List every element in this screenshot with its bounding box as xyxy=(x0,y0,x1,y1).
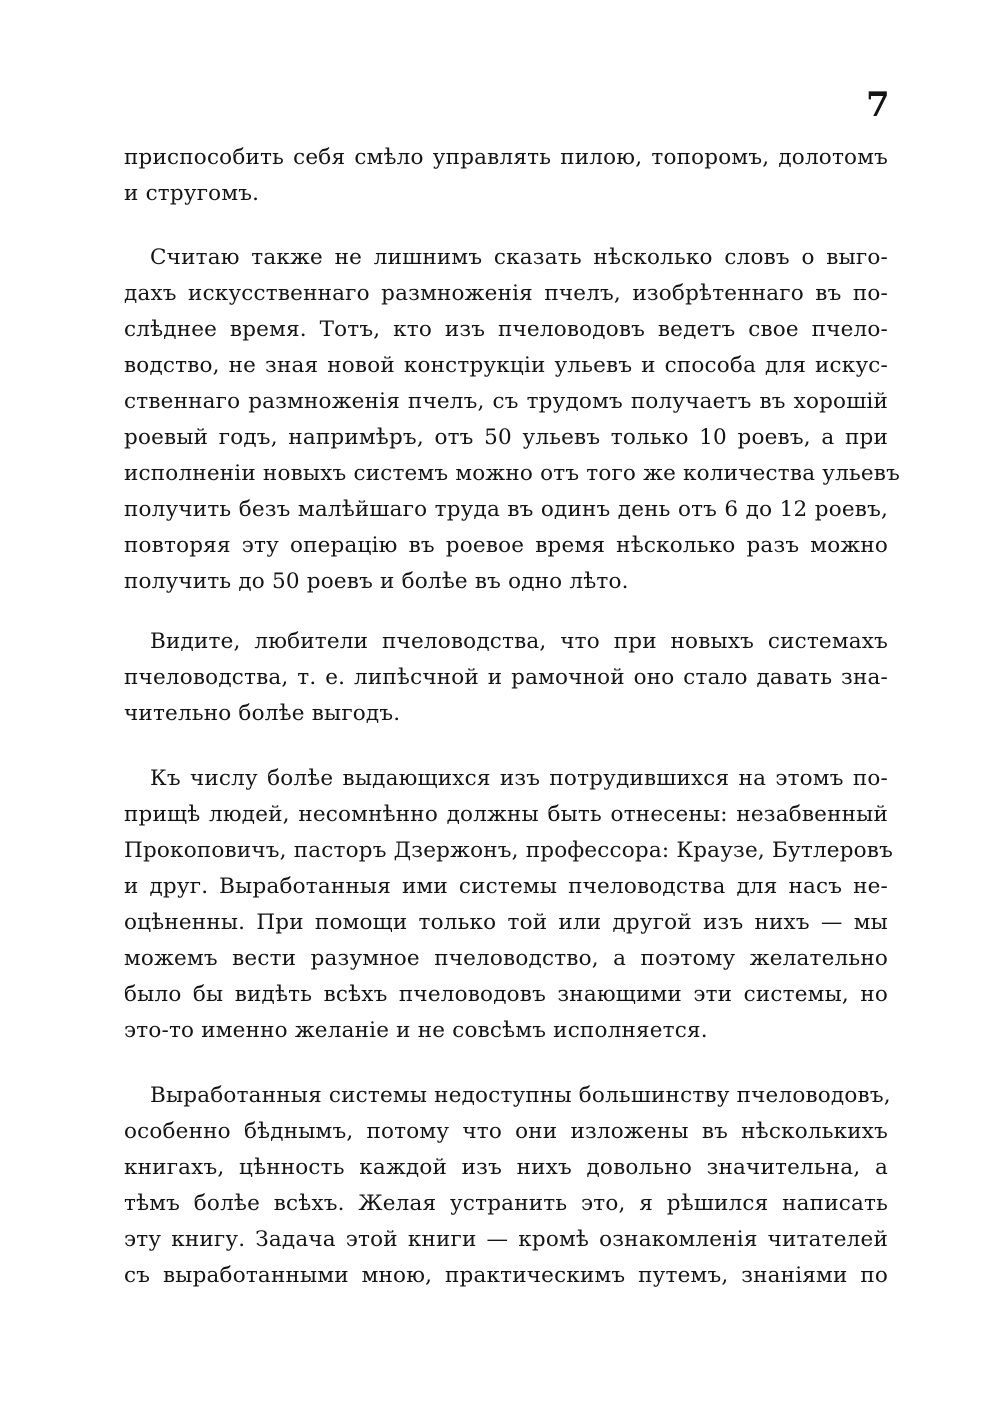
text-line: было бы видѣть всѣхъ пчеловодовъ знающими эти системы, но xyxy=(124,982,888,1007)
text-line: особенно бѣднымъ, потому что они изложены въ нѣсколькихъ xyxy=(124,1119,888,1144)
page-number: 7 xyxy=(866,85,890,125)
text-line: и друг. Выработанныя ими системы пчеловодства для насъ не- xyxy=(124,874,888,899)
paragraph xyxy=(124,761,893,1049)
text-line: ственнаго размноженія пчелъ, съ трудомъ получаетъ въ хорошій xyxy=(124,389,888,414)
text-line: повторяя эту операцію въ роевое время нѣсколько разъ можно xyxy=(124,533,888,558)
text-line: Видите, любители пчеловодства, что при новыхъ системахъ xyxy=(150,629,888,654)
text-line: Прокоповичъ, пасторъ Дзержонъ, профессора: Краузе, Бутлеровъ xyxy=(124,838,893,863)
paragraph xyxy=(124,1078,891,1294)
paragraph xyxy=(124,140,888,212)
text-line: получить до 50 роевъ и болѣе въ одно лѣто. xyxy=(124,569,629,594)
text-line: чительно болѣе выгодъ. xyxy=(124,701,401,726)
text-line: съ выработанными мною, практическимъ путемъ, знаніями по xyxy=(124,1263,888,1288)
text-line: Выработанныя системы недоступны большинству пчеловодовъ, xyxy=(150,1083,891,1108)
text-line: водство, не зная новой конструкціи ульевъ и способа для искус- xyxy=(124,353,888,378)
text-line: это-то именно желаніе и не совсѣмъ исполняется. xyxy=(124,1018,708,1043)
text-line: прищѣ людей, несомнѣнно должны быть отнесены: незабвенный xyxy=(124,802,888,827)
text-line: Считаю также не лишнимъ сказать нѣсколько словъ о выго- xyxy=(150,245,888,270)
text-line: дахъ искусственнаго размноженія пчелъ, изобрѣтеннаго въ по- xyxy=(124,281,888,306)
text-line: и стругомъ. xyxy=(124,181,260,206)
text-line: оцѣненны. При помощи только той или другой изъ нихъ — мы xyxy=(124,910,888,935)
text-line: пчеловодства, т. е. липѣсчной и рамочной оно стало давать зна- xyxy=(124,665,888,690)
text-line: роевый годъ, напримѣръ, отъ 50 ульевъ только 10 роевъ, а при xyxy=(124,425,888,450)
text-line: исполненіи новыхъ системъ можно отъ того же количества ульевъ xyxy=(124,461,900,486)
paragraph xyxy=(124,624,888,732)
text-line: можемъ вести разумное пчеловодство, а поэтому желательно xyxy=(124,946,888,971)
text-line: эту книгу. Задача этой книги — кромѣ ознакомленія читателей xyxy=(124,1227,888,1252)
text-line: Къ числу болѣе выдающихся изъ потрудившихся на этомъ по- xyxy=(150,766,888,791)
paragraph xyxy=(124,240,900,600)
text-line: получить безъ малѣйшаго труда въ одинъ день отъ 6 до 12 роевъ, xyxy=(124,497,888,522)
text-line: тѣмъ болѣе всѣхъ. Желая устранить это, я рѣшился написать xyxy=(124,1191,888,1216)
text-line: приспособить себя смѣло управлять пилою, топоромъ, долотомъ xyxy=(124,145,888,170)
text-line: книгахъ, цѣнность каждой изъ нихъ довольно значительна, а xyxy=(124,1155,888,1180)
text-line: слѣднее время. Тотъ, кто изъ пчеловодовъ ведетъ свое пчело- xyxy=(124,317,888,342)
